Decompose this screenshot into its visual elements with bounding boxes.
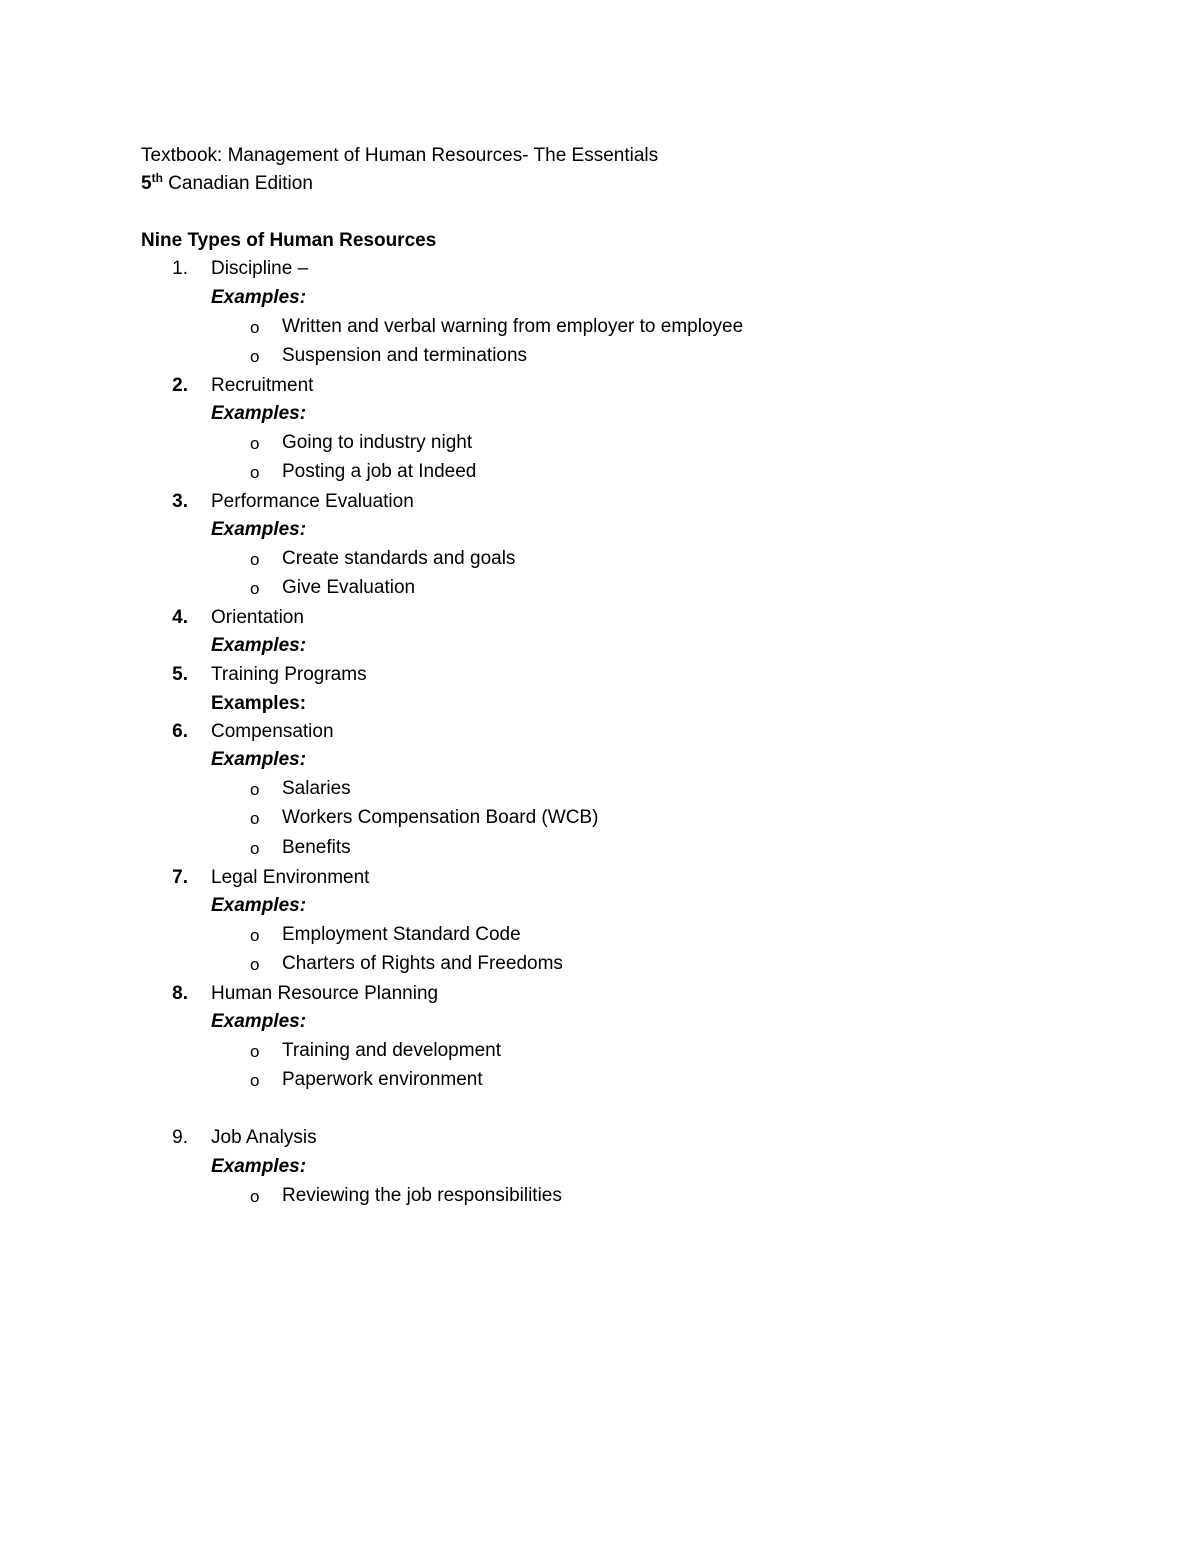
item-number: 5. [172, 664, 188, 685]
edition-suffix: th [151, 171, 163, 185]
bullet-glyph: o [250, 809, 260, 828]
bullet-glyph: o [250, 579, 260, 598]
bullet-glyph: o [250, 839, 260, 858]
textbook-line: Textbook: Management of Human Resources- The Essentials [141, 145, 659, 166]
example-text: Written and verbal warning from employer to employee [282, 316, 744, 337]
bullet-glyph: o [250, 434, 260, 453]
example-text: Benefits [282, 837, 351, 858]
item-title: Job Analysis [211, 1127, 317, 1148]
example-text: Reviewing the job responsibilities [282, 1185, 562, 1206]
example-text: Create standards and goals [282, 548, 516, 569]
edition-text: Canadian Edition [162, 173, 313, 194]
item-number: 4. [172, 607, 188, 628]
item-title: Training Programs [211, 664, 367, 685]
item-number: 1. [172, 258, 188, 279]
item-title: Legal Environment [211, 867, 370, 888]
section-title: Nine Types of Human Resources [141, 230, 437, 251]
item-number: 3. [172, 491, 188, 512]
example-text: Training and development [282, 1040, 501, 1061]
bullet-glyph: o [250, 1187, 260, 1206]
item-title: Orientation [211, 607, 304, 628]
item-number: 8. [172, 983, 188, 1004]
bullet-glyph: o [250, 1042, 260, 1061]
examples-label: Examples: [211, 1011, 307, 1032]
examples-label: Examples: [211, 749, 307, 770]
item-number: 2. [172, 375, 188, 396]
example-text: Salaries [282, 778, 351, 799]
bullet-glyph: o [250, 550, 260, 569]
item-title: Discipline – [211, 258, 309, 279]
bullet-glyph: o [250, 347, 260, 366]
examples-label: Examples: [211, 635, 307, 656]
example-text: Employment Standard Code [282, 924, 521, 945]
examples-label: Examples: [211, 287, 307, 308]
bullet-glyph: o [250, 318, 260, 337]
bullet-glyph: o [250, 926, 260, 945]
edition-line [141, 172, 313, 196]
example-text: Charters of Rights and Freedoms [282, 953, 563, 974]
edition-number: 5 [141, 173, 152, 194]
item-title: Compensation [211, 721, 334, 742]
item-number: 6. [172, 721, 188, 742]
bullet-glyph: o [250, 1071, 260, 1090]
examples-label: Examples: [211, 693, 307, 714]
item-title: Performance Evaluation [211, 491, 414, 512]
example-text: Give Evaluation [282, 577, 416, 598]
example-text: Paperwork environment [282, 1069, 483, 1090]
example-text: Workers Compensation Board (WCB) [282, 807, 599, 828]
bullet-glyph: o [250, 463, 260, 482]
example-text: Posting a job at Indeed [282, 461, 477, 482]
bullet-glyph: o [250, 955, 260, 974]
example-text: Going to industry night [282, 432, 473, 453]
item-title: Recruitment [211, 375, 314, 396]
examples-label: Examples: [211, 1156, 307, 1177]
examples-label: Examples: [211, 895, 307, 916]
bullet-glyph: o [250, 780, 260, 799]
item-number: 7. [172, 867, 188, 888]
examples-label: Examples: [211, 403, 307, 424]
example-text: Suspension and terminations [282, 345, 528, 366]
item-title: Human Resource Planning [211, 983, 439, 1004]
item-number: 9. [172, 1127, 188, 1148]
examples-label: Examples: [211, 519, 307, 540]
